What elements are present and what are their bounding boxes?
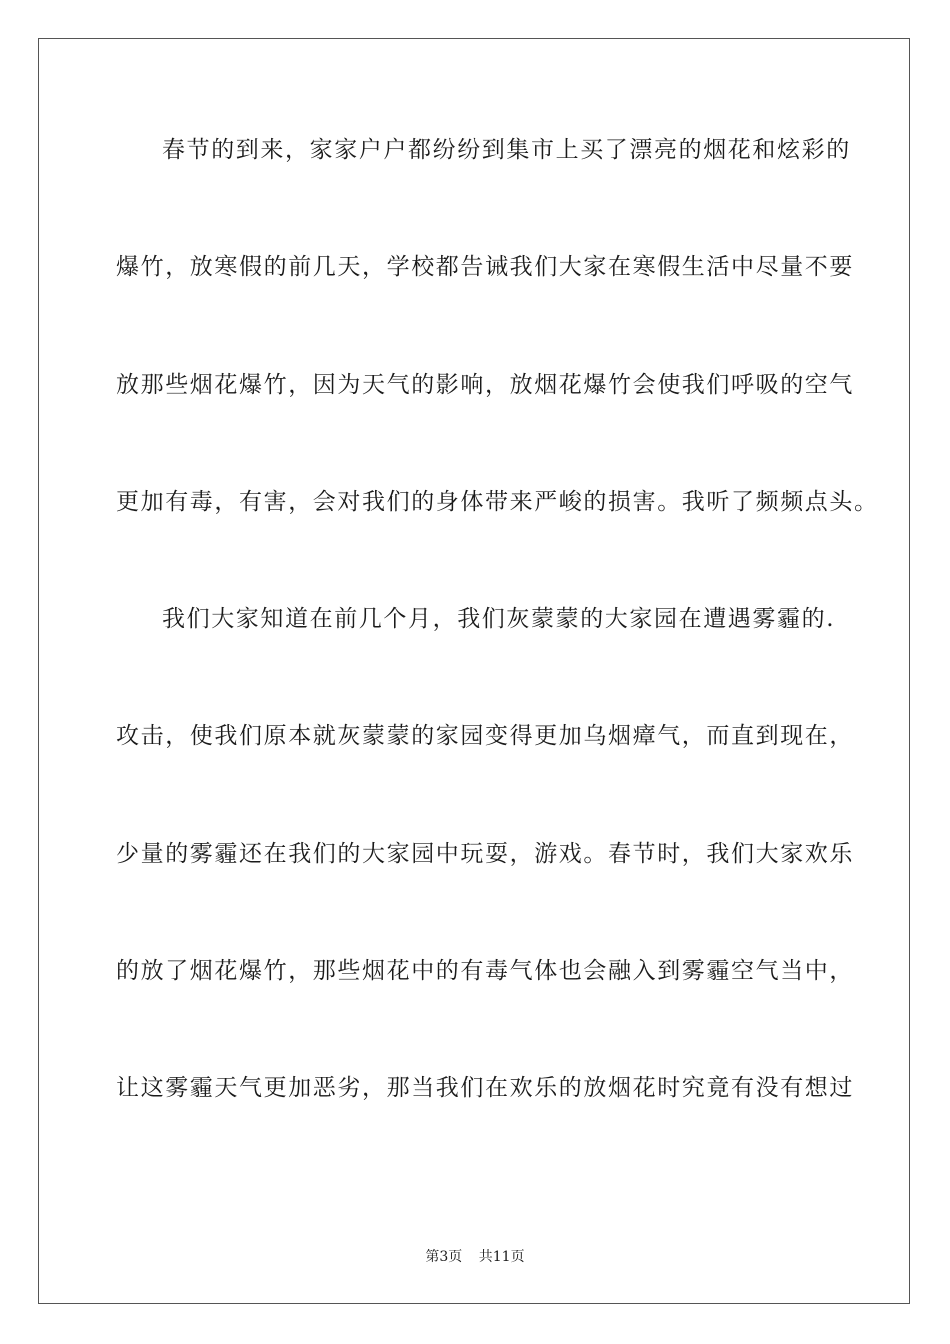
text-line-3: 放那些烟花爆竹，因为天气的影响，放烟花爆竹会使我们呼吸的空气	[116, 371, 854, 398]
text-line-7: 少量的雾霾还在我们的大家园中玩耍，游戏。春节时，我们大家欢乐	[116, 840, 854, 867]
page-footer	[0, 1247, 950, 1267]
document-body	[116, 127, 879, 1183]
text-line-5: 我们大家知道在前几个月，我们灰蒙蒙的大家园在遭遇雾霾的.	[162, 606, 836, 633]
page-number: 第3页	[425, 1249, 463, 1265]
text-line-6: 攻击，使我们原本就灰蒙蒙的家园变得更加乌烟瘴气，而直到现在，	[116, 723, 854, 750]
text-line-8: 的放了烟花爆竹，那些烟花中的有毒气体也会融入到雾霾空气当中，	[116, 958, 854, 985]
text-line-4: 更加有毒，有害，会对我们的身体带来严峻的损害。我听了频频点头。	[116, 488, 879, 515]
text-line-9: 让这雾霾天气更加恶劣，那当我们在欢乐的放烟花时究竟有没有想过	[116, 1075, 854, 1102]
page-total: 共11页	[478, 1249, 525, 1265]
text-line-1: 春节的到来，家家户户都纷纷到集市上买了漂亮的烟花和炫彩的	[162, 137, 851, 163]
text-line-2: 爆竹，放寒假的前几天，学校都告诫我们大家在寒假生活中尽量不要	[116, 254, 854, 281]
